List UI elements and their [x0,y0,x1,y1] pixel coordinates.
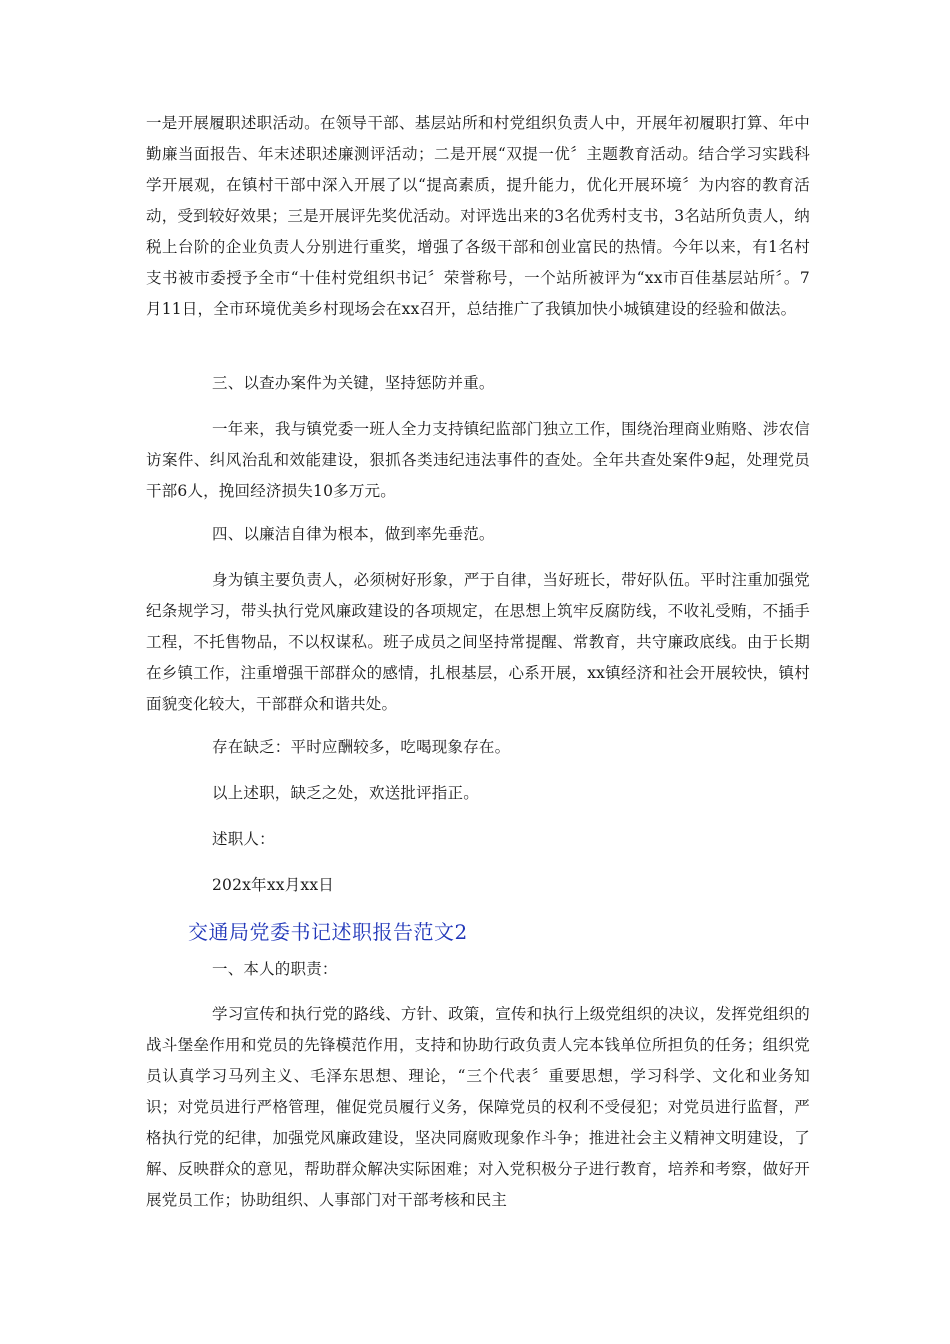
document-heading-2: 交通局党委书记述职报告范文2 [188,920,468,944]
paragraph-duties-detail: 学习宣传和执行党的路线、方针、政策，宣传和执行上级党组织的决议，发挥党组织的战斗堡垒作用和党员的先锋模范作用，支持和协助行政负责人完本钱单位所担负的任务；组织党员认真学习马列主义、毛泽东思想、理论，“三个代表〞重要思想，学习科学、文化和业务知识；对党员进行严格管理，催促党员履行义务，保障党员的权利不受侵犯；对党员进行监督，严格执行党的纪律，加强党风廉政建设，坚决同腐败现象作斗争；推进社会主义精神文明建设，了解、反映群众的意见，帮助群众解决实际困难；对入党积极分子进行教育，培养和考察，做好开展党员工作；协助组织、人事部门对干部考核和民主 [146,1005,810,1209]
section-heading-three: 三、以查办案件为关键，坚持惩防并重。 [212,374,495,392]
section-heading-four: 四、以廉洁自律为根本，做到率先垂范。 [212,525,495,543]
paragraph-performance-activities: 一是开展履职述职活动。在领导干部、基层站所和村党组织负责人中，开展年初履职打算、年中勤廉当面报告、年末述职述廉测评活动；二是开展“双提一优〞主题教育活动。结合学习实践科学开展观，在镇村干部中深入开展了以“提高素质，提升能力，优化开展环境〞为内容的教育活动，受到较好效果；三是开展评先奖优活动。对评选出来的3名优秀村支书，3名站所负责人，纳税上台阶的企业负责人分别进行重奖，增强了各级干部和创业富民的热情。今年以来，有1名村支书被市委授予全市“十佳村党组织书记〞荣誉称号，一个站所被评为“xx市百佳基层站所〞。7月11日，全市环境优美乡村现场会在xx召开，总结推广了我镇加快小城镇建设的经验和做法。 [146,114,810,318]
section2-subheading-duties: 一、本人的职责： [212,960,338,978]
paragraph-self-discipline: 身为镇主要负责人，必须树好形象，严于自律，当好班长，带好队伍。平时注重加强党纪条规学习，带头执行党风廉政建设的各项规定，在思想上筑牢反腐防线，不收礼受贿，不插手工程，不托售物品，不以权谋私。班子成员之间坚持常提醒、常教育，共守廉政底线。由于长期在乡镇工作，注重增强干部群众的感情，扎根基层，心系开展，xx镇经济和社会开展较快，镇村面貌变化较大，干部群众和谐共处。 [146,571,810,713]
paragraph-case-handling: 一年来，我与镇党委一班人全力支持镇纪监部门独立工作，围绕治理商业贿赂、涉农信访案件、纠风治乱和效能建设，狠抓各类违纪违法事件的查处。全年共查处案件9起，处理党员干部6人，挽回经济损失10多万元。 [146,420,810,500]
reporter-label: 述职人： [212,830,275,848]
report-date: 202x年xx月xx日 [212,876,334,894]
paragraph-shortcomings: 存在缺乏：平时应酬较多，吃喝现象存在。 [212,738,511,756]
paragraph-closing: 以上述职，缺乏之处，欢送批评指正。 [212,784,479,802]
